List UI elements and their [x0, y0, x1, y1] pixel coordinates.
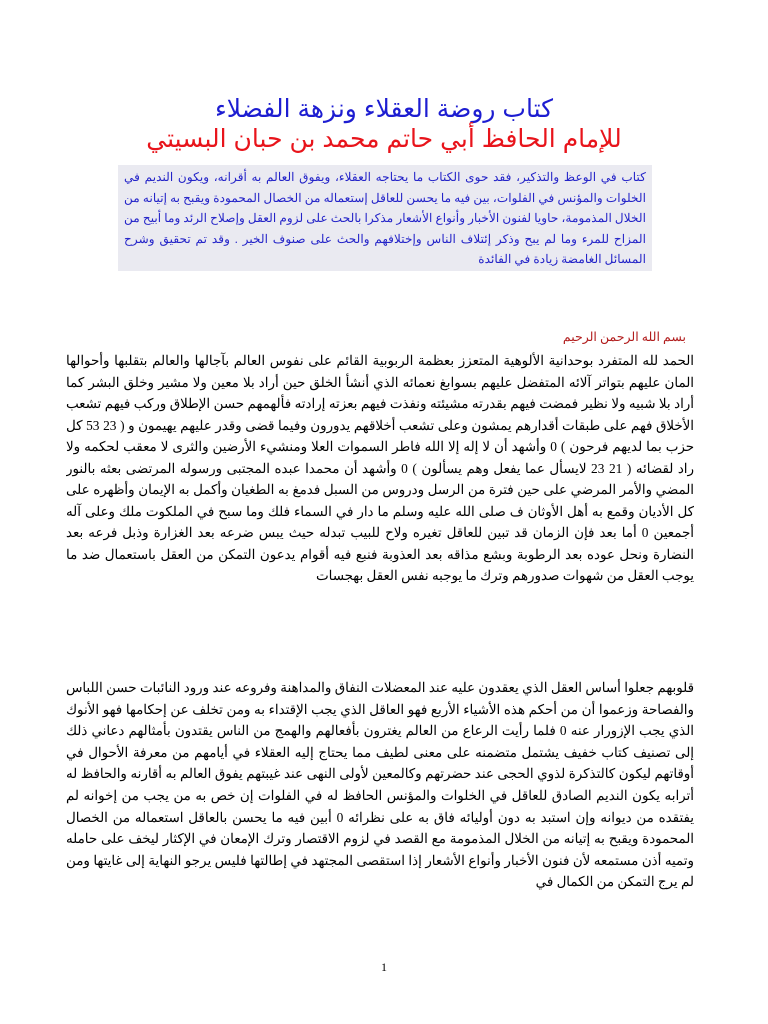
body-paragraph-1	[66, 350, 694, 625]
paragraph-text: قلوبهم جعلوا أساس العقل الذي يعقدون عليه عند المعضلات النفاق والمداهنة وفروعه عند ورود النائبات حسن اللباس والفصاحة وزعموا أن من أحكم هذه الأشياء الأربع فهو العاقل الذي يجب الإقتداء به ومن تخلف عن إحكامها فهو الأنوك الذي يجب الإزورار عنه 0 فلما رأيت الرعاع من العالم يغترون بأفعالهم والهمج من الناس يقتدون بأمثالهم دعاني ذلك إلى تصنيف كتاب خفيف يشتمل متضمنه على معنى لطيف مما يحتاج إليه العقلاء في أيامهم من معرفة الأحوال في أوقاتهم ليكون كالتذكرة لذوي الحجى عند حضرتهم وكالمعين لأولى النهى عند غيبتهم يفوق العالم به أقارنه والحافظ له أترابه يكون النديم الصادق للعاقل في الخلوات والمؤنس الحافظ له في الفلوات إن خص به من يجب من إخوانه لم يفتقده من ديوانه وإن استبد به دون أوليائه فاق به على نظرائه 0 أبين فيه ما يحسن بالعاقل استعماله من الخصال المحمودة ويقبح به إتيانه من الخلال المذمومة مع القصد في لزوم الاقتصار وترك الإمعان في الإكثار ليخف على حامله وتميه أذن مستمعه لأن فنون الأخبار وأنواع الأشعار إذا استقصى المجتهد في إطالتها فليس يرجو النهاية إلى غايتها ومن لم يرج التمكن من الكمال في	[66, 680, 694, 890]
page-number: 1	[381, 960, 387, 974]
body-paragraph-2	[66, 677, 694, 907]
book-title: كتاب روضة العقلاء ونزهة الفضلاء	[214, 95, 554, 123]
abstract-text: كتاب في الوعظ والتذكير، فقد حوى الكتاب ما يحتاجه العقلاء، ويفوق العالم به أقرانه، ويكون النديم في الخلوات والمؤنس في الفلوات، بين فيه ما يحسن للعاقل إستعماله من الخصال المحمودة ويقبح به إتيانه من الخلال المذمومة، حاويا لفنون الأخبار وأنواع الأشعار مذكرا بالحث على لزوم العقل وإصلاح الرئد وما أبيح من المزاح للمرء وما لم يبح وذكر إئتلاف الناس وإختلافهم والحث على صنوف الخير . وقد تم تحقيق وشرح المسائل الغامضة زيادة في الفائدة	[124, 170, 646, 266]
paragraph-text: الحمد لله المتفرد بوحدانية الألوهية المتعزز بعظمة الربوبية القائم على نفوس العالم بآجالها والعالم بتقلبها وأحوالها المان عليهم بتواتر آلائه المتفضل عليهم بسوابغ نعمائه الذي أنشأ الخلق حين أراد بلا معين ولا مشير وخلق البشر كما أراد بلا شبيه ولا نظير فمضت فيهم بقدرته مشيئته ونفذت فيهم بعزته إرادته فألهمهم حسن الإطلاق وركب فيهم تشعب الأخلاق فهم على طبقات أقدارهم يمشون وعلى تشعب أخلاقهم يدورون وفيما قضى وقدر عليهم يهيمون و ( 23 53 كل حزب بما لديهم فرحون ) 0 وأشهد أن لا إله إلا الله فاطر السموات العلا ومنشيء الأرضين والثرى لا معقب لحكمه ولا راد لقضائه ( 21 23 لايسأل عما يفعل وهم يسألون ) 0 وأشهد أن محمدا عبده المجتبى ورسوله المرتضى بعثه بالنور المضي والأمر المرضي على حين فترة من الرسل ودروس من السبل فدمغ به الطغيان وأكمل به الإيمان وأظهره على كل الأديان وقمع به أهل الأوثان ف صلى الله عليه وسلم ما دار في السماء فلك وما سبح في الملكوت ملك وعلى آله أجمعين 0 أما بعد فإن الزمان قد تبين للعاقل تغيره ولاح للبيب تبدله حيث يبس ضرعه بعد الغزارة وذبل فرعه بعد النضارة ونحل عوده بعد الرطوبة وبشع مذاقه بعد العذوبة فنبع فيه أقوام يدعون التمكن من العقل باستعمال ضد ما يوجب العقل من شهوات صدورهم وترك ما يوجبه نفس العقل بهجسات	[66, 353, 694, 583]
abstract-box	[118, 165, 652, 271]
author-line: للإمام الحافظ أبي حاتم محمد بن حبان البسيتي	[146, 125, 622, 153]
basmala-heading: بسم الله الرحمن الرحيم	[562, 330, 686, 344]
